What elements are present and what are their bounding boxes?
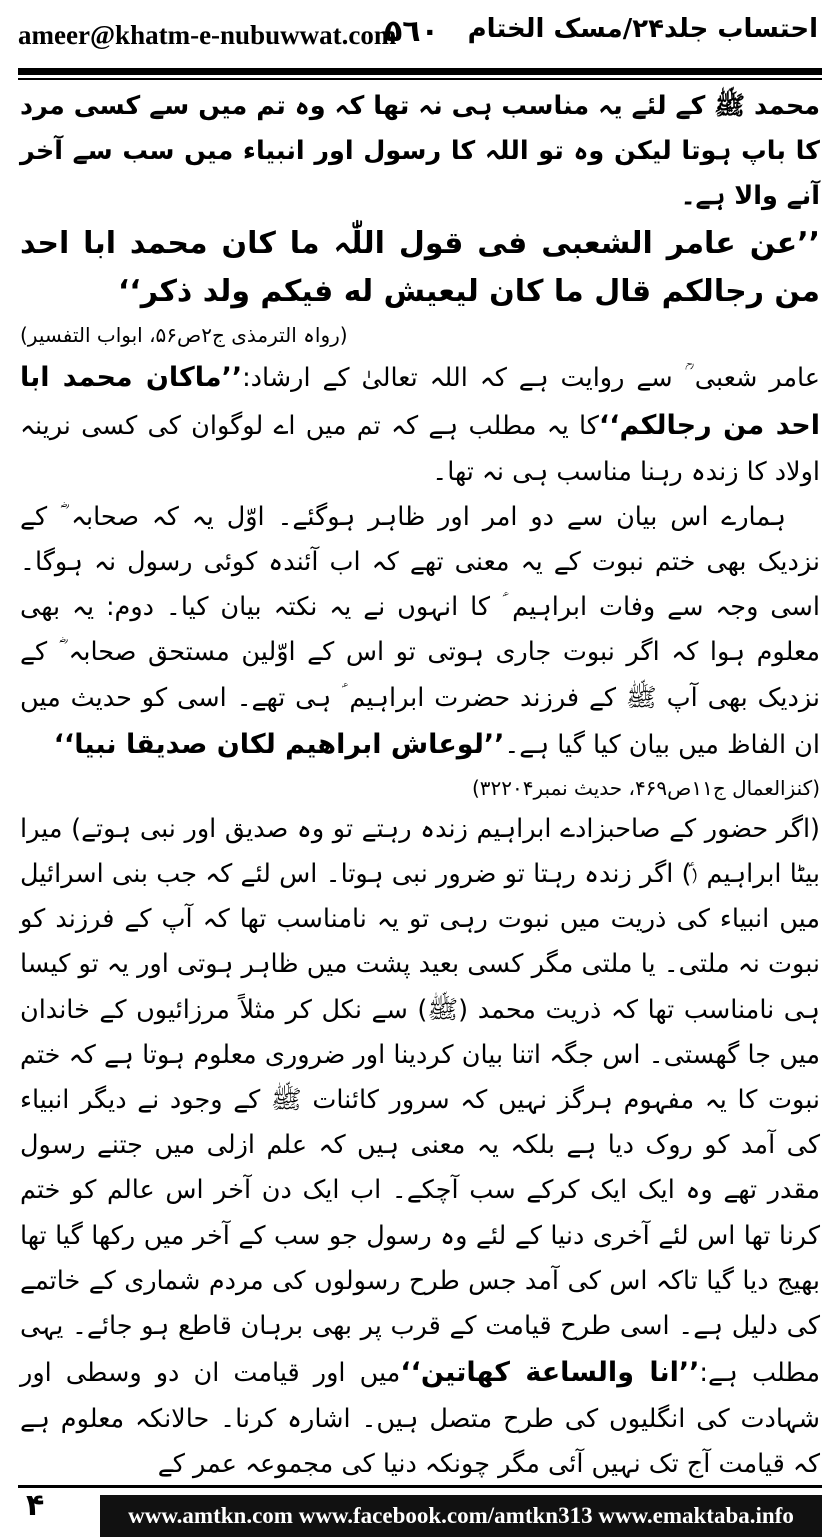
paragraph-4 bbox=[20, 807, 820, 1488]
paragraph-4-quote: ’’انا والساعة کهاتین‘‘ bbox=[400, 1357, 700, 1389]
running-title: احتساب جلد۲۴/مسک الختام bbox=[467, 14, 818, 44]
paragraph-3-text: ہمارے اس بیان سے دو امر اور ظاہر ہوگئے۔ اوّل یہ کہ صحابہ ؓ کے نزدیک بھی ختم نبوت کے یہ معنی تھے کہ اب آئندہ کوئی رسول نہ ہوگا۔ اسی وجہ سے وفات ابراہیم ؑ کا انہوں نے یہ نکتہ بیان کیا۔ دوم: یہ بھی معلوم ہوا کہ اگر نبوت جاری ہوتی تو اس کے اوّلین مستحق صحابہ ؓ کے نزدیک بھی آپ ﷺ کے فرزند حضرت ابراہیم ؑ ہی تھے۔ اسی کو حدیث میں ان الفاظ میں بیان کیا گیا ہے۔ bbox=[20, 501, 820, 760]
paragraph-1: محمد ﷺ کے لئے یہ مناسب ہی نہ تھا کہ وہ تم میں سے کسی مرد کا باپ ہوتا لیکن وہ تو اللہ کا رسول اور انبیاء میں سب سے آخر آنے والا ہے۔ bbox=[20, 91, 820, 212]
page-body bbox=[20, 84, 820, 1488]
hadith-reference-1: (رواہ الترمذی ج۲ص۵۶، ابواب التفسیر) bbox=[20, 322, 348, 347]
header-email: ameer@khatm-e-nubuwwat.com bbox=[18, 20, 397, 50]
paragraph-3 bbox=[20, 495, 820, 769]
paragraph-2-text-b: کا یہ مطلب ہے کہ تم میں اے لوگوان کی کسی نرینہ اولاد کا زندہ رہنا مناسب ہی نہ تھا۔ bbox=[20, 410, 820, 487]
hadith-quote-2: ’’لوعاش ابراهیم لکان صدیقا نبیا‘‘ bbox=[53, 728, 505, 760]
hadith-quote-1: ’’عن عامر الشعبی فی قول اللّٰہ ما کان محمد ابا احد من رجالکم قال ما کان لیعیش له فیکم ولد ذکر‘‘ bbox=[20, 225, 820, 309]
footer-links: www.amtkn.com www.facebook.com/amtkn313 www.emaktaba.info bbox=[128, 1503, 794, 1528]
header-rule-thin bbox=[18, 78, 822, 80]
page-number: ۵٦٠ bbox=[384, 14, 439, 49]
paragraph-2 bbox=[20, 354, 820, 495]
header-rule-thick bbox=[18, 68, 822, 75]
paragraph-2-quote: ’’ماکان محمد ابا احد من رجالکم‘‘ bbox=[20, 361, 821, 441]
page-header bbox=[0, 0, 840, 74]
paragraph-4-text: (اگر حضور کے صاحبزادے ابراہیم زندہ رہتے تو وہ صدیق اور نبی ہوتے) میرا بیٹا ابراہیم (ؑ) اگر زندہ رہتا تو ضرور نبی ہوتا۔ اس لئے کہ جب بنی اسرائیل میں انبیاء کی ذریت میں نبوت رہی تو یہ نامناسب تھا کہ آپ کے فرزند کو نبوت نہ ملتی۔ یا ملتی مگر کسی بعید پشت میں ظاہر ہوتی اور یہ تو کیسا ہی نامناسب تھا کہ ذریت محمد (ﷺ) سے نکل کر مثلاً مرزائیوں کے خاندان میں جا گھستی۔ اس جگہ اتنا بیان کردینا اور ضروری معلوم ہوتا ہے کہ ختم نبوت کا یہ مفہوم ہرگز نہیں کہ سرور کائنات ﷺ کے وجود نے دیگر انبیاء کی آمد کو روک دیا ہے بلکہ یہ معنی ہیں کہ علم ازلی میں جتنے رسول مقدر تھے وہ ایک ایک کرکے سب آچکے۔ اب ایک دن آخر اس عالم کو ختم کرنا تھا اس لئے آخری دنیا کے لئے وہ رسول جو سب کے آخر میں رکھا گیا تھا بھیج دیا گیا تاکہ اس کی آمد جس طرح رسولوں کی مردم شماری کے خاتمے کی دلیل ہے۔ اسی طرح قیامت کے قرب پر بھی برہان قاطع ہو جائے۔ یہی مطلب ہے: bbox=[20, 813, 821, 1389]
hadith-reference-2: (کنزالعمال ج۱۱ص۴۶۹، حدیث نمبر۳۲۲۰۴) bbox=[471, 775, 820, 800]
footer-links-bar bbox=[100, 1495, 822, 1537]
footer-rule bbox=[18, 1485, 822, 1488]
paragraph-2-text-a: عامر شعبی ؒ سے روایت ہے کہ اللہ تعالیٰ کے ارشاد: bbox=[242, 362, 820, 393]
paragraph-4-text-b: میں اور قیامت ان دو وسطی اور شہادت کی انگلیوں کی طرح متصل ہیں۔ اشارہ کرنا۔ حالانکہ معلوم ہے کہ قیامت آج تک نہیں آئی مگر چونکہ دنیا کی مجموعہ عمر کے bbox=[20, 1358, 820, 1480]
footer-folio: ۴ bbox=[26, 1488, 45, 1523]
